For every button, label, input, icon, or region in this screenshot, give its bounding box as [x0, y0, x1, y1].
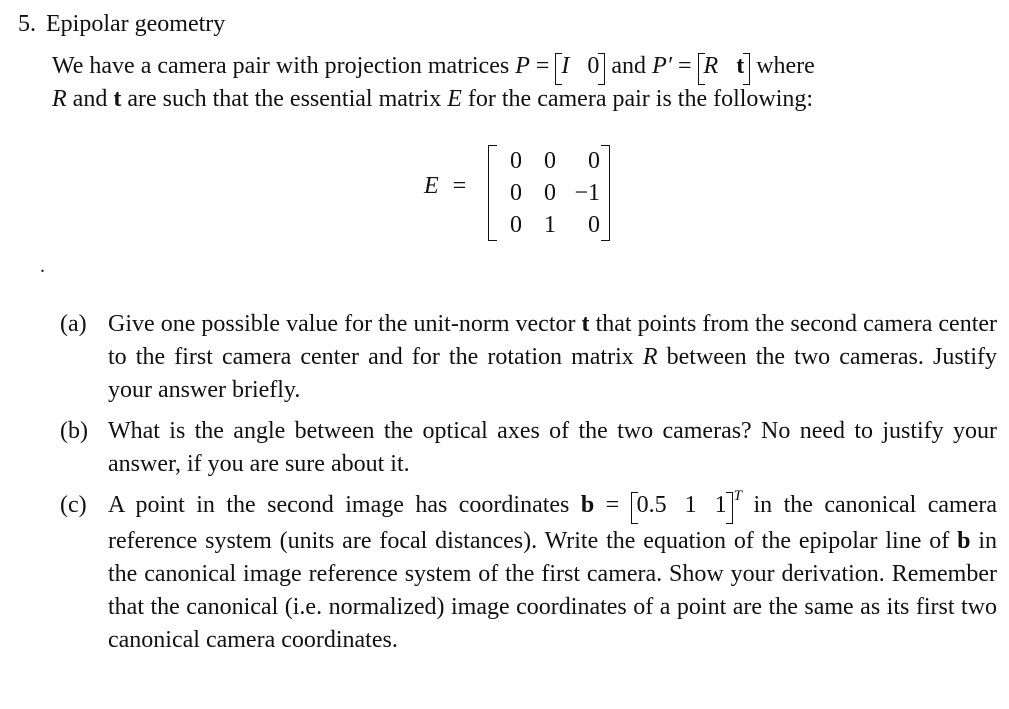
matrix-cell: 1: [544, 212, 556, 238]
math-R: R: [703, 53, 719, 79]
matrix-cell: 0: [510, 180, 522, 206]
part-a-text-3: between the two cameras. Justify your answer briefly.: [108, 344, 997, 403]
math-zero: 0: [587, 53, 600, 79]
part-c-text-3: in the canonical image reference system of the first camera. Show your derivation. Remember that the canonical (i.e. normalized) image coordinates of a point are the same as its first two canonical camera coordinates.: [108, 528, 998, 653]
math-equals-3: =: [605, 492, 620, 518]
transpose-superscript: T: [733, 488, 742, 504]
math-b-2: b: [957, 528, 971, 554]
matrix-cell: 0: [510, 148, 522, 174]
part-a-text-2: that points from the second camera center to the first camera center and for the rotation matrix: [108, 311, 998, 370]
math-equals: =: [535, 53, 550, 79]
matrix-Pprime-inline: [698, 50, 751, 83]
math-E: E: [447, 86, 462, 112]
section-title: Epipolar geometry: [46, 11, 226, 37]
intro-and: and: [611, 53, 647, 79]
math-R-3: R: [642, 344, 658, 370]
part-body: What is the angle between the optical axes of the two cameras? No need to justify your answer, if you are sure about it.: [108, 418, 997, 477]
math-equals-2: =: [677, 53, 692, 79]
part-label: (b): [60, 418, 88, 444]
matrix-lhs: [424, 173, 466, 200]
math-t: t: [736, 53, 745, 79]
math-P-prime: P′: [652, 53, 672, 79]
math-b: b: [580, 492, 595, 518]
part-body: [108, 308, 997, 407]
part-body: [108, 489, 997, 657]
matrix-cell: 0: [588, 212, 600, 238]
vector-values: 0.5 1 1: [636, 492, 727, 518]
matrix-symbol-E: E: [424, 173, 439, 199]
part-c-text: A point in the second image has coordinates: [108, 492, 570, 518]
intro-text-2: are such that the essential matrix: [127, 86, 442, 112]
matrix-equals: =: [452, 173, 467, 199]
question-parts: [60, 308, 997, 665]
part-label: (a): [60, 311, 87, 337]
matrix-P-inline: [555, 50, 605, 83]
intro-and-2: and: [72, 86, 108, 112]
part-label: (c): [60, 492, 87, 518]
intro-paragraph: [52, 50, 997, 116]
part-b: [60, 415, 997, 481]
math-t-3: t: [581, 311, 590, 337]
intro-text: We have a camera pair with projection matrices: [52, 53, 510, 79]
section-number: 5.: [18, 11, 36, 37]
part-c-text-2: in the canonical camera reference system (units are focal distances). Write the equation of the epipolar line of: [108, 492, 998, 554]
vector-b-inline: [631, 489, 733, 522]
intro-text-3: for the camera pair is the following:: [467, 86, 814, 112]
matrix-cell: 0: [544, 148, 556, 174]
intro-line-1: [52, 50, 997, 83]
math-P: P: [515, 53, 530, 79]
stray-period: .: [40, 255, 45, 277]
matrix-cell: 0: [544, 180, 556, 206]
math-I: I: [561, 53, 570, 79]
intro-line-2: [52, 83, 997, 116]
matrix-grid: [488, 145, 610, 241]
math-t-2: t: [113, 86, 122, 112]
part-a-text: Give one possible value for the unit-norm vector: [108, 311, 576, 337]
matrix-cell: −1: [574, 180, 600, 206]
part-a: [60, 308, 997, 407]
part-c: [60, 489, 997, 657]
section-heading: [18, 8, 225, 40]
matrix-cell: 0: [510, 212, 522, 238]
intro-where: where: [756, 53, 815, 79]
matrix-cell: 0: [588, 148, 600, 174]
math-R-2: R: [52, 86, 67, 112]
